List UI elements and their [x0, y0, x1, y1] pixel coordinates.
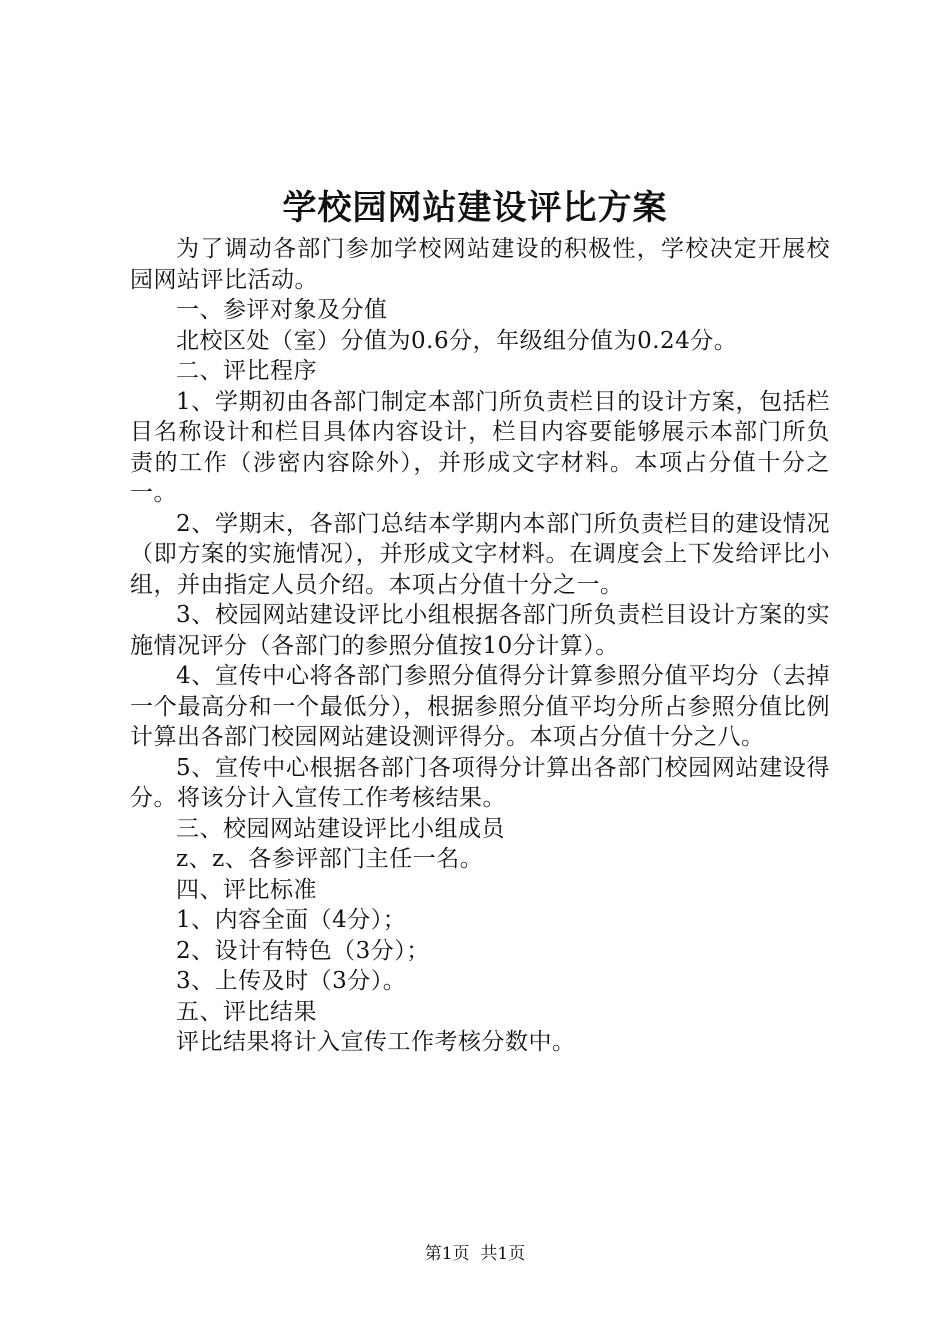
- section-heading-5: 五、评比结果: [176, 998, 317, 1025]
- paragraph-intro: 为了调动各部门参加学校网站建设的积极性，学校决定开展校园网站评比活动。: [130, 236, 830, 293]
- criteria-item-1: 1、内容全面（4分）；: [176, 907, 407, 933]
- procedure-item-3: 3、校园网站建设评比小组根据各部门所负责栏目设计方案的实施情况评分（各部门的参照分值按10分计算）。: [130, 602, 830, 659]
- document-body: [130, 234, 830, 1058]
- section-heading-2: 二、评比程序: [176, 358, 317, 384]
- paragraph-members: z、z、各参评部门主任一名。: [176, 846, 484, 872]
- section-heading-4: 四、评比标准: [176, 876, 317, 903]
- paragraph-scores: 北校区处（室）分值为0.6分，年级组分值为0.24分。: [176, 327, 738, 354]
- section-heading-3: 三、校园网站建设评比小组成员: [176, 815, 505, 842]
- criteria-item-2: 2、设计有特色（3分）；: [176, 937, 430, 964]
- document-title: 学校园网站建设评比方案: [282, 188, 668, 228]
- section-heading-1: 一、参评对象及分值: [176, 297, 388, 323]
- criteria-item-3: 3、上传及时（3分）。: [176, 968, 407, 994]
- page-footer: 第1页 共1页: [424, 1244, 526, 1264]
- procedure-item-5: 5、宣传中心根据各部门各项得分计算出各部门校园网站建设得分。将该分计入宣传工作考核结果。: [130, 754, 830, 811]
- paragraph-results: 评比结果将计入宣传工作考核分数中。: [176, 1029, 576, 1055]
- procedure-item-4: 4、宣传中心将各部门参照分值得分计算参照分值平均分（去掉一个最高分和一个最低分），根据参照分值平均分所占参照分值比例计算出各部门校园网站建设测评得分。本项占分值十分之八。: [130, 663, 830, 750]
- procedure-item-1: 1、学期初由各部门制定本部门所负责栏目的设计方案，包括栏目名称设计和栏目具体内容设计，栏目内容要能够展示本部门所负责的工作（涉密内容除外），并形成文字材料。本项占分值十分之一。: [130, 388, 830, 506]
- procedure-item-2: 2、学期末，各部门总结本学期内本部门所负责栏目的建设情况（即方案的实施情况），并形成文字材料。在调度会上下发给评比小组，并由指定人员介绍。本项占分值十分之一。: [130, 510, 830, 598]
